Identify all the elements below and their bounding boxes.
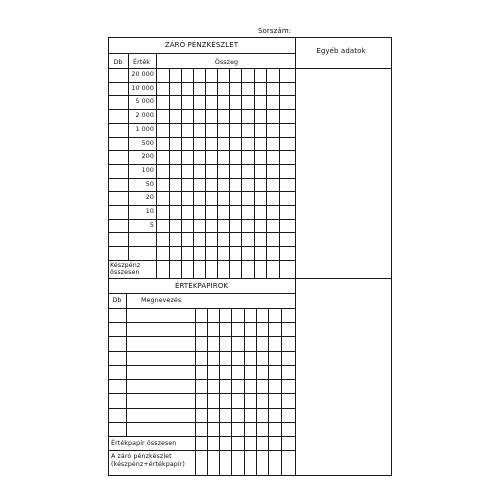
denomination-row-line <box>108 260 296 261</box>
denomination-count-cell[interactable] <box>109 83 128 95</box>
denomination-amount-cell[interactable] <box>159 138 294 150</box>
securities-title: ÉRTÉKPAPÍROK <box>174 282 229 290</box>
denomination-count-cell[interactable] <box>109 179 128 191</box>
value-amount-divider <box>156 53 157 279</box>
serial-number-label: Sorszám: <box>258 27 292 35</box>
denomination-amount-cell[interactable] <box>159 220 294 232</box>
securities-amount-cell[interactable] <box>196 423 294 435</box>
denomination-count-cell[interactable] <box>109 247 128 259</box>
denomination-value: 5 000 <box>135 98 154 105</box>
securities-name-cell[interactable] <box>128 352 194 364</box>
denomination-count-cell[interactable] <box>109 138 128 150</box>
securities-amount-cell[interactable] <box>196 409 294 421</box>
securities-name-cell[interactable] <box>128 309 194 321</box>
securities-count-cell[interactable] <box>109 423 126 435</box>
cash-total-label-line1: Készpénz <box>110 262 141 269</box>
form-bottom-border <box>108 475 392 476</box>
securities-count-cell[interactable] <box>109 409 126 421</box>
securities-name-cell[interactable] <box>128 394 194 406</box>
denomination-count-cell[interactable] <box>109 206 128 218</box>
denomination-count-cell[interactable] <box>109 124 128 136</box>
securities-name-cell[interactable] <box>128 423 194 435</box>
denomination-value: 20 000 <box>131 71 154 78</box>
section-divider <box>295 37 296 476</box>
securities-count-cell[interactable] <box>109 323 126 335</box>
denomination-value: 2 000 <box>135 112 154 119</box>
closing-cash-title: ZÁRÓ PÉNZKÉSZLET <box>164 41 239 49</box>
denomination-value: 20 <box>145 194 154 201</box>
denomination-amount-cell[interactable] <box>159 83 294 95</box>
form-right-border <box>391 37 392 476</box>
form-top-border <box>108 37 392 38</box>
denomination-value: 100 <box>141 167 154 174</box>
securities-amount-cell[interactable] <box>196 352 294 364</box>
cash-total-bottom <box>108 278 296 279</box>
denomination-amount-cell[interactable] <box>159 247 294 259</box>
securities-name-cell[interactable] <box>128 323 194 335</box>
securities-total-label: Értékpapír összesen <box>111 440 177 447</box>
denomination-amount-cell[interactable] <box>159 233 294 245</box>
denomination-amount-cell[interactable] <box>159 69 294 81</box>
denomination-amount-cell[interactable] <box>159 192 294 204</box>
denomination-count-cell[interactable] <box>109 96 128 108</box>
securities-amount-cell[interactable] <box>196 394 294 406</box>
denomination-amount-cell[interactable] <box>159 165 294 177</box>
other-data-title: Egyéb adatok <box>316 47 366 55</box>
securities-amount-cell[interactable] <box>196 309 294 321</box>
denomination-amount-cell[interactable] <box>159 124 294 136</box>
securities-amount-cell[interactable] <box>196 337 294 349</box>
securities-name-cell[interactable] <box>128 380 194 392</box>
denomination-value: 5 <box>149 222 154 229</box>
securities-name-header: Megnevezés <box>141 297 182 304</box>
grand-total-label-line1: A záró pénzkészlet <box>111 453 172 460</box>
cash-total-label-line2: összesen <box>110 269 140 276</box>
securities-amount-cell[interactable] <box>196 323 294 335</box>
securities-count-header: Db <box>112 297 122 304</box>
closing-cash-title-underline <box>108 53 296 54</box>
denomination-count-cell[interactable] <box>109 151 128 163</box>
denomination-count-cell[interactable] <box>109 233 128 245</box>
other-data-bottom <box>295 278 392 279</box>
securities-count-cell[interactable] <box>109 337 126 349</box>
denomination-count-cell[interactable] <box>109 192 128 204</box>
denomination-value: 200 <box>141 153 154 160</box>
denomination-value: 10 <box>145 208 154 215</box>
denomination-value: 1 000 <box>135 126 154 133</box>
denomination-value: 500 <box>141 140 154 147</box>
other-data-header-underline <box>295 68 392 69</box>
securities-name-cell[interactable] <box>128 409 194 421</box>
securities-count-name-divider <box>126 293 127 437</box>
securities-amount-cell[interactable] <box>196 366 294 378</box>
securities-amount-cell[interactable] <box>196 380 294 392</box>
denomination-count-cell[interactable] <box>109 220 128 232</box>
securities-count-cell[interactable] <box>109 309 126 321</box>
denomination-amount-cell[interactable] <box>159 96 294 108</box>
denomination-amount-cell[interactable] <box>159 151 294 163</box>
denomination-amount-cell[interactable] <box>159 179 294 191</box>
count-column-header: Db <box>113 59 123 66</box>
value-column-header: Érték <box>133 59 151 66</box>
denomination-count-cell[interactable] <box>109 69 128 81</box>
denomination-amount-cell[interactable] <box>159 206 294 218</box>
securities-name-cell[interactable] <box>128 337 194 349</box>
denomination-count-cell[interactable] <box>109 165 128 177</box>
count-value-divider <box>128 53 129 261</box>
denomination-value: 50 <box>145 181 154 188</box>
securities-title-underline <box>108 293 296 294</box>
securities-name-cell[interactable] <box>128 366 194 378</box>
securities-count-cell[interactable] <box>109 366 126 378</box>
denomination-count-cell[interactable] <box>109 110 128 122</box>
denomination-value: 10 000 <box>131 85 154 92</box>
denomination-amount-cell[interactable] <box>159 110 294 122</box>
grand-total-label-line2: (készpénz+értékpapír) <box>111 461 185 468</box>
securities-count-cell[interactable] <box>109 394 126 406</box>
amount-column-header: Összeg <box>214 59 239 66</box>
securities-count-cell[interactable] <box>109 352 126 364</box>
securities-count-cell[interactable] <box>109 380 126 392</box>
